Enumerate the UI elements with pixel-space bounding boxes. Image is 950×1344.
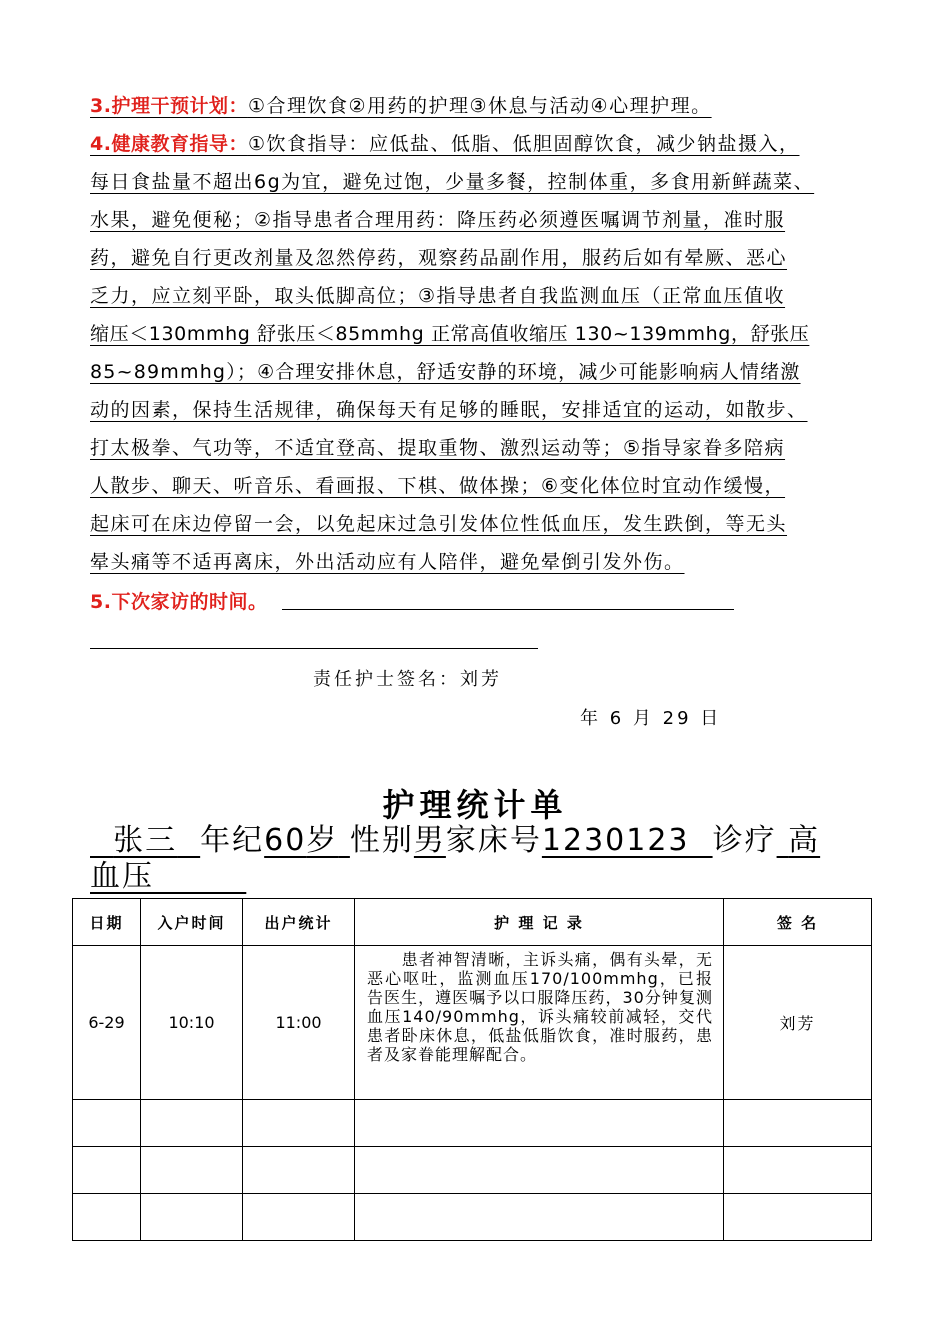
signature-date: 年 6 月 29 日	[580, 708, 722, 729]
age-value: 60岁	[264, 823, 339, 858]
table-row	[73, 1100, 872, 1147]
table-row	[73, 1194, 872, 1241]
diag-value-1: 高	[788, 823, 821, 858]
cell-in-time	[141, 1194, 243, 1241]
cell-out-time	[243, 1194, 355, 1241]
section-3-line	[90, 94, 712, 118]
header-signature: 签 名	[724, 899, 872, 946]
sex-label: 性别	[349, 823, 414, 858]
cell-out-time	[243, 1147, 355, 1194]
sex-value: 男	[413, 823, 446, 858]
header-date: 日期	[73, 899, 141, 946]
cell-date	[73, 1100, 141, 1147]
cell-record	[355, 1147, 724, 1194]
cell-signer	[724, 1147, 872, 1194]
diag-label: 诊疗	[712, 823, 777, 858]
cell-in-time: 10:10	[141, 946, 243, 1100]
diag-value-2: 血压	[90, 859, 154, 894]
nursing-record-table	[72, 898, 872, 1241]
cell-signer	[724, 1194, 872, 1241]
visit-time-blank-2	[90, 648, 538, 649]
section-4-line: 晕头痛等不适再离床，外出活动应有人陪伴，避免晕倒引发外伤。	[90, 551, 685, 573]
header-in-time: 入户时间	[141, 899, 243, 946]
visit-time-blank	[282, 609, 734, 610]
cell-signer: 刘芳	[724, 946, 872, 1100]
cell-in-time	[141, 1147, 243, 1194]
cell-signer	[724, 1100, 872, 1147]
section-4-line: 每日食盐量不超出6g为宜，避免过饱，少量多餐，控制体重，多食用新鲜蔬菜、	[90, 171, 815, 193]
patient-info-line-2	[90, 860, 246, 894]
cell-record: 患者神智清晰，主诉头痛，偶有头晕，无恶心呕吐，监测血压170/100mmhg，已报告医生，遵医嘱予以口服降压药，30分钟复测血压140/90mmhg，诉头痛较前减轻，交代患者卧床休息，低盐低脂饮食，准时服药，患者及家眷能理解配合。	[355, 946, 724, 1100]
section-4-line: 水果，避免便秘；②指导患者合理用药：降压药必须遵医嘱调节剂量，准时服	[90, 209, 786, 231]
page-title: 护理统计单	[382, 786, 568, 824]
patient-info-line	[90, 824, 820, 858]
section-4-line1: ①饮食指导：应低盐、低脂、低胆固醇饮食，减少钠盐摄入，	[247, 133, 800, 155]
table-row	[73, 1147, 872, 1194]
section-5-label: 5.下次家访的时间。	[90, 591, 268, 613]
cell-record	[355, 1194, 724, 1241]
section-4-line: 人散步、聊天、听音乐、看画报、下棋、做体操；⑥变化体位时宜动作缓慢，	[90, 475, 786, 497]
section-3-label: 3.护理干预计划：	[90, 95, 248, 117]
section-4-line: 动的因素，保持生活规律，确保每天有足够的睡眠，安排适宜的运动，如散步、	[90, 399, 808, 421]
table-row	[73, 946, 872, 1100]
header-record: 护 理 记 录	[355, 899, 724, 946]
section-4-line: 打太极拳、气功等，不适宜登高、提取重物、激烈运动等；⑤指导家眷多陪病	[90, 437, 786, 459]
section-4-line: 85~89mmhg）；④合理安排休息，舒适安静的环境，减少可能影响病人情绪激	[90, 361, 801, 383]
cell-out-time	[243, 1100, 355, 1147]
section-5-line	[90, 590, 267, 614]
section-4-line: 缩压＜130mmhg 舒张压＜85mmhg 正常高值收缩压 130~139mmhg，舒张压	[90, 323, 810, 345]
cell-in-time	[141, 1100, 243, 1147]
section-4-label: 4.健康教育指导：	[90, 133, 248, 155]
cell-date: 6-29	[73, 946, 141, 1100]
section-4-first-line	[90, 132, 800, 156]
age-label: 年纪	[200, 823, 265, 858]
cell-date	[73, 1194, 141, 1241]
nurse-signature: 责任护士签名：刘芳	[313, 669, 502, 690]
cell-date	[73, 1147, 141, 1194]
section-4-line: 起床可在床边停留一会，以免起床过急引发体位性低血压，发生跌倒，等无头	[90, 513, 788, 535]
table-header-row	[73, 899, 872, 946]
bed-label: 家床号	[445, 823, 542, 858]
section-4-line: 药，避免自行更改剂量及忽然停药，观察药品副作用，服药后如有晕厥、恶心	[90, 247, 788, 269]
section-3-text: ①合理饮食②用药的护理③休息与活动④心理护理。	[247, 95, 712, 117]
header-out-time: 出户统计	[243, 899, 355, 946]
bed-value: 1230123	[541, 823, 690, 858]
cell-record	[355, 1100, 724, 1147]
cell-out-time: 11:00	[243, 946, 355, 1100]
patient-name: 张三	[113, 823, 178, 858]
section-4-line: 乏力，应立刻平卧，取头低脚高位；③指导患者自我监测血压（正常血压值收	[90, 285, 786, 307]
